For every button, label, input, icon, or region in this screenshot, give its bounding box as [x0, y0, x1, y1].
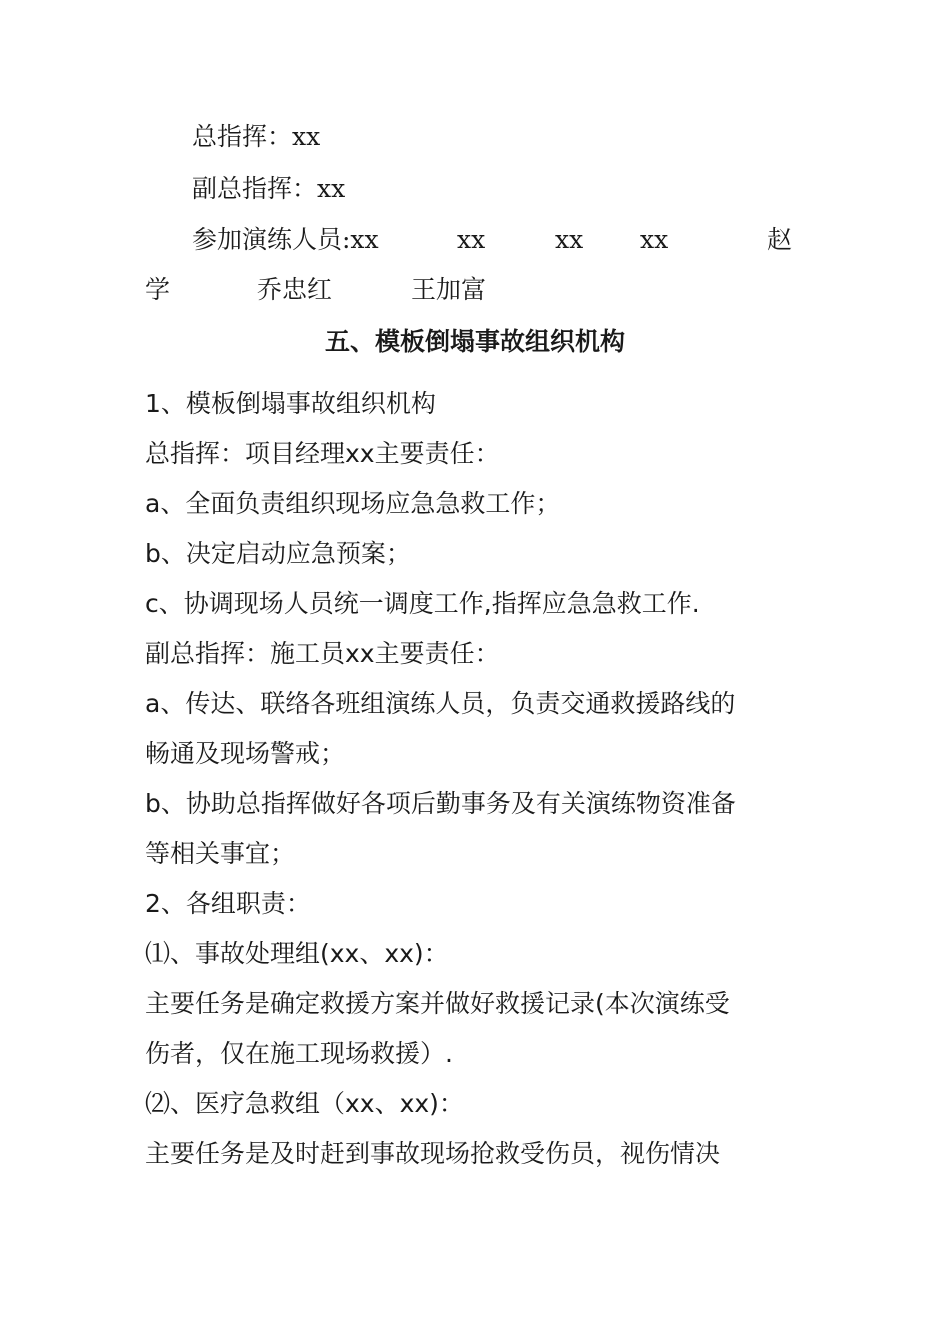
paragraph-line: 伤者，仅在施工现场救援）.	[145, 1039, 453, 1068]
paragraph-line: b、决定启动应急预案；	[145, 539, 411, 568]
paragraph-line: 2、各组职责：	[145, 889, 311, 918]
deputy-commander-line: 副总指挥：xx	[192, 174, 346, 203]
paragraph-line: ⑵、医疗急救组（xx、xx)：	[145, 1089, 464, 1118]
paragraph-line: a、传达、联络各班组演练人员，负责交通救援路线的	[145, 689, 736, 718]
participant-name: xx	[555, 225, 584, 254]
paragraph-line: c、协调现场人员统一调度工作,指挥应急急救工作.	[145, 589, 700, 618]
participant-name: xx	[640, 225, 669, 254]
participant-name: xx	[457, 225, 486, 254]
paragraph-line: ⑴、事故处理组(xx、xx)：	[145, 939, 449, 968]
paragraph-line: 主要任务是确定救援方案并做好救援记录(本次演练受	[145, 989, 730, 1018]
paragraph-line: 1、模板倒塌事故组织机构	[145, 389, 436, 418]
section-title: 五、模板倒塌事故组织机构	[324, 327, 625, 356]
paragraph-line: 总指挥：项目经理xx主要责任：	[145, 439, 500, 468]
participant-name: 赵	[767, 225, 793, 254]
participant-name: 王加富	[411, 275, 487, 304]
participant-name: 学	[145, 275, 171, 304]
paragraph-line: b、协助总指挥做好各项后勤事务及有关演练物资准备	[145, 789, 736, 818]
paragraph-line: 畅通及现场警戒；	[145, 739, 346, 768]
paragraph-line: 主要任务是及时赶到事故现场抢救受伤员，视伤情决	[145, 1139, 721, 1168]
paragraph-line: a、全面负责组织现场应急急救工作；	[145, 489, 561, 518]
commander-line: 总指挥：xx	[192, 122, 321, 151]
paragraph-line: 副总指挥：施工员xx主要责任：	[145, 639, 500, 668]
participant-name: 乔忠红	[257, 275, 333, 304]
participants-label: 参加演练人员:xx	[192, 225, 379, 254]
paragraph-line: 等相关事宜；	[145, 839, 296, 868]
